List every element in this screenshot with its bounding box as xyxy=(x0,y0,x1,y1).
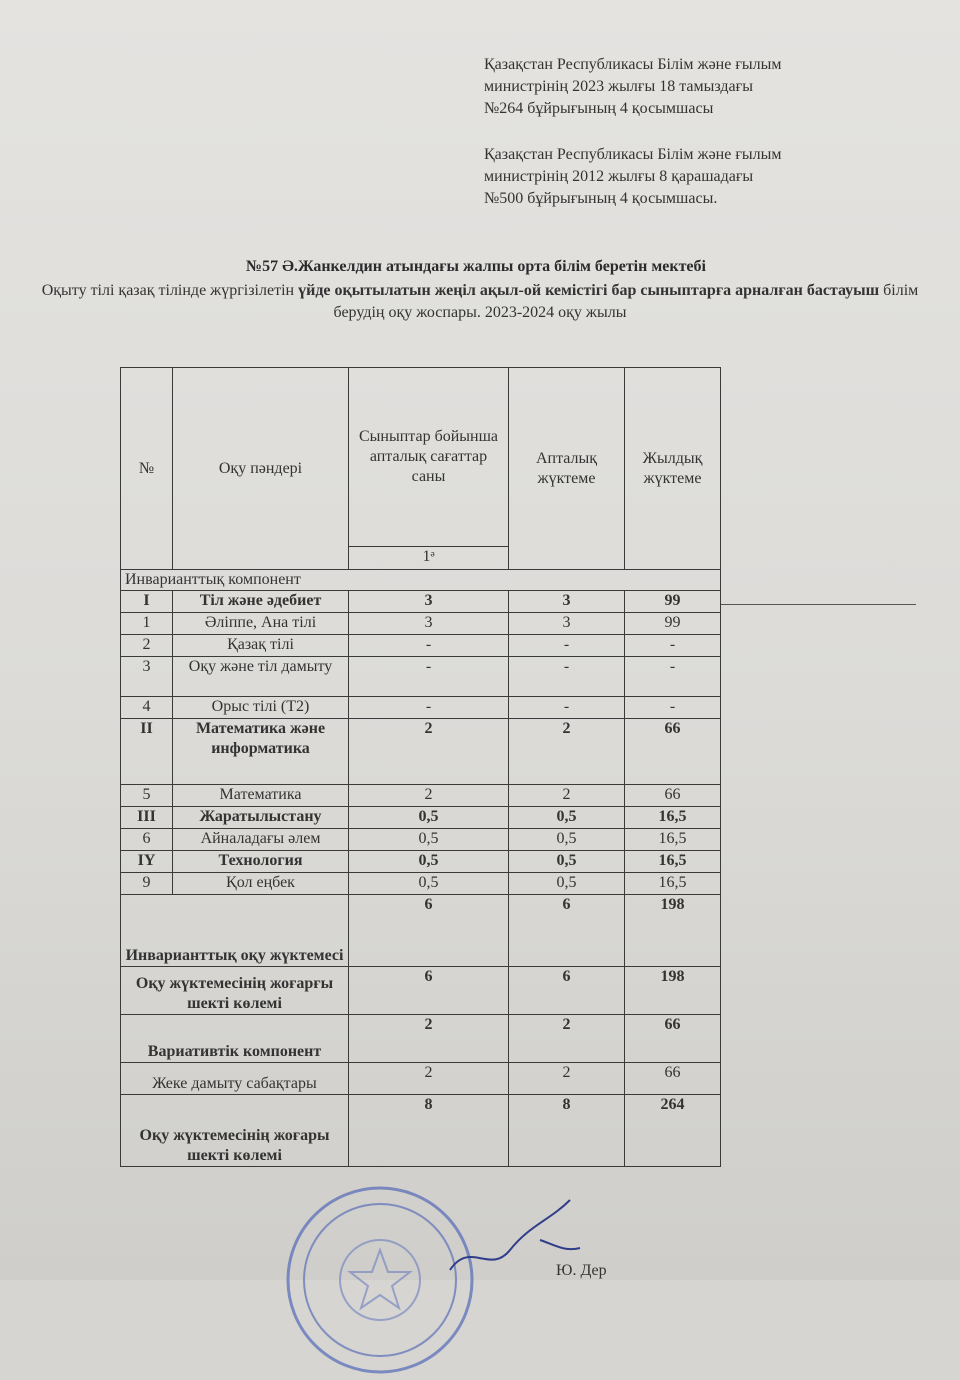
row-hours: 0,5 xyxy=(349,873,509,895)
row-subject: Тіл және әдебиет xyxy=(173,591,349,613)
row-subject: Оқу және тіл дамыту xyxy=(173,657,349,697)
row-hours: 0,5 xyxy=(349,829,509,851)
row-yearly: 16,5 xyxy=(625,829,721,851)
total-hours: 6 xyxy=(349,895,509,967)
row-subject: Әліппе, Ана тілі xyxy=(173,613,349,635)
row-weekly: 0,5 xyxy=(509,873,625,895)
school-title xyxy=(0,258,960,276)
table-row xyxy=(121,657,721,697)
row-subject: Қол еңбек xyxy=(173,873,349,895)
row-hours: 3 xyxy=(349,591,509,613)
total-yearly: 264 xyxy=(625,1095,721,1167)
total-row xyxy=(121,967,721,1015)
row-number: II xyxy=(121,719,173,785)
row-subject: Технология xyxy=(173,851,349,873)
table-row xyxy=(121,873,721,895)
row-yearly: 16,5 xyxy=(625,807,721,829)
total-weekly: 8 xyxy=(509,1095,625,1167)
row-subject: Жаратылыстану xyxy=(173,807,349,829)
header-no: № xyxy=(121,368,173,570)
total-weekly: 2 xyxy=(509,1015,625,1063)
header-yearly: Жылдық жүктеме xyxy=(625,368,721,570)
total-row xyxy=(121,1063,721,1095)
row-hours: 3 xyxy=(349,613,509,635)
subtitle-part: Оқыту тілі қазақ тілінде жүргізілетін xyxy=(41,282,299,299)
appendix-note-2023 xyxy=(484,54,924,120)
row-weekly: - xyxy=(509,697,625,719)
row-number: 6 xyxy=(121,829,173,851)
row-hours: 2 xyxy=(349,785,509,807)
row-number: 1 xyxy=(121,613,173,635)
note-line: Қазақстан Республикасы Білім және ғылым xyxy=(484,56,782,73)
note-line: министрінің 2012 жылғы 8 қарашадағы xyxy=(484,168,754,185)
row-hours: - xyxy=(349,635,509,657)
total-hours: 8 xyxy=(349,1095,509,1167)
note-line: №500 бұйрығының 4 қосымшасы. xyxy=(484,190,718,207)
row-yearly: 99 xyxy=(625,613,721,635)
row-yearly: 16,5 xyxy=(625,873,721,895)
row-hours: 0,5 xyxy=(349,851,509,873)
total-row xyxy=(121,1015,721,1063)
row-yearly: - xyxy=(625,657,721,697)
table-row xyxy=(121,697,721,719)
appendix-note-2012 xyxy=(484,144,924,210)
subtitle-bold-part: үйде оқытылатын жеңіл ақыл-ой кемістігі бар сыныптарға арналған бастауыш xyxy=(298,282,880,299)
row-hours: 0,5 xyxy=(349,807,509,829)
row-number: 2 xyxy=(121,635,173,657)
total-label: Жеке дамыту сабақтары xyxy=(121,1063,349,1095)
signature-name: Ю. Дер xyxy=(556,1262,607,1279)
total-label: Оқу жүктемесінің жоғары шекті көлемі xyxy=(121,1095,349,1167)
header-grade: 1ᵊ xyxy=(349,547,509,570)
total-row xyxy=(121,895,721,967)
row-subject: Қазақ тілі xyxy=(173,635,349,657)
row-hours: - xyxy=(349,697,509,719)
total-weekly: 6 xyxy=(509,967,625,1015)
subject-rows xyxy=(121,591,721,895)
school-title-text: №57 Ә.Жанкелдин атындағы жалпы орта білім беретін мектебі xyxy=(246,258,706,275)
note-line: министрінің 2023 жылғы 18 тамыздағы xyxy=(484,78,753,95)
row-weekly: 3 xyxy=(509,591,625,613)
row-weekly: 0,5 xyxy=(509,851,625,873)
row-weekly: 3 xyxy=(509,613,625,635)
total-hours: 2 xyxy=(349,1015,509,1063)
curriculum-table xyxy=(120,367,721,1167)
total-weekly: 6 xyxy=(509,895,625,967)
note-line: №264 бұйрығының 4 қосымшасы xyxy=(484,100,714,117)
row-weekly: 2 xyxy=(509,785,625,807)
row-number: 9 xyxy=(121,873,173,895)
section-invariant: Инварианттық компонент xyxy=(121,570,721,591)
total-label: Оқу жүктемесінің жоғарғы шекті көлемі xyxy=(121,967,349,1015)
table-row xyxy=(121,785,721,807)
row-hours: - xyxy=(349,657,509,697)
row-number: 5 xyxy=(121,785,173,807)
total-hours: 6 xyxy=(349,967,509,1015)
table-row xyxy=(121,851,721,873)
row-subject: Орыс тілі (Т2) xyxy=(173,697,349,719)
subtitle-part: білім берудің оқу жоспары. 2023-2024 оқу жылы xyxy=(333,282,919,321)
table-row xyxy=(121,591,721,613)
header-hours-by-grade: Сыныптар бойынша апталық сағаттар саны xyxy=(349,368,509,547)
total-label: Вариативтік компонент xyxy=(121,1015,349,1063)
row-number: I xyxy=(121,591,173,613)
row-yearly: 16,5 xyxy=(625,851,721,873)
row-number: IY xyxy=(121,851,173,873)
table-row xyxy=(121,807,721,829)
total-label: Инварианттық оқу жүктемесі xyxy=(121,895,349,967)
row-number: 3 xyxy=(121,657,173,697)
total-hours: 2 xyxy=(349,1063,509,1095)
row-yearly: 66 xyxy=(625,719,721,785)
row-subject: Математика xyxy=(173,785,349,807)
row-weekly: - xyxy=(509,635,625,657)
total-yearly: 198 xyxy=(625,895,721,967)
signature xyxy=(440,1180,640,1280)
plan-subtitle xyxy=(40,280,920,324)
row-yearly: 99 xyxy=(625,591,721,613)
row-yearly: - xyxy=(625,697,721,719)
header-weekly: Апталық жүктеме xyxy=(509,368,625,570)
total-yearly: 66 xyxy=(625,1063,721,1095)
table-row xyxy=(121,635,721,657)
note-line: Қазақстан Республикасы Білім және ғылым xyxy=(484,146,782,163)
row-yearly: - xyxy=(625,635,721,657)
row-weekly: 0,5 xyxy=(509,829,625,851)
row-weekly: 0,5 xyxy=(509,807,625,829)
header-subjects: Оқу пәндері xyxy=(173,368,349,570)
row-yearly: 66 xyxy=(625,785,721,807)
row-hours: 2 xyxy=(349,719,509,785)
row-number: III xyxy=(121,807,173,829)
table-row xyxy=(121,613,721,635)
section-row xyxy=(121,570,721,591)
total-yearly: 198 xyxy=(625,967,721,1015)
row-subject: Математика және информатика xyxy=(173,719,349,785)
divider-line xyxy=(720,604,916,605)
table-row xyxy=(121,719,721,785)
row-weekly: - xyxy=(509,657,625,697)
total-weekly: 2 xyxy=(509,1063,625,1095)
table-header-row xyxy=(121,368,721,547)
total-yearly: 66 xyxy=(625,1015,721,1063)
row-number: 4 xyxy=(121,697,173,719)
table-row xyxy=(121,829,721,851)
total-row xyxy=(121,1095,721,1167)
row-subject: Айналадағы әлем xyxy=(173,829,349,851)
row-weekly: 2 xyxy=(509,719,625,785)
total-rows xyxy=(121,895,721,1167)
